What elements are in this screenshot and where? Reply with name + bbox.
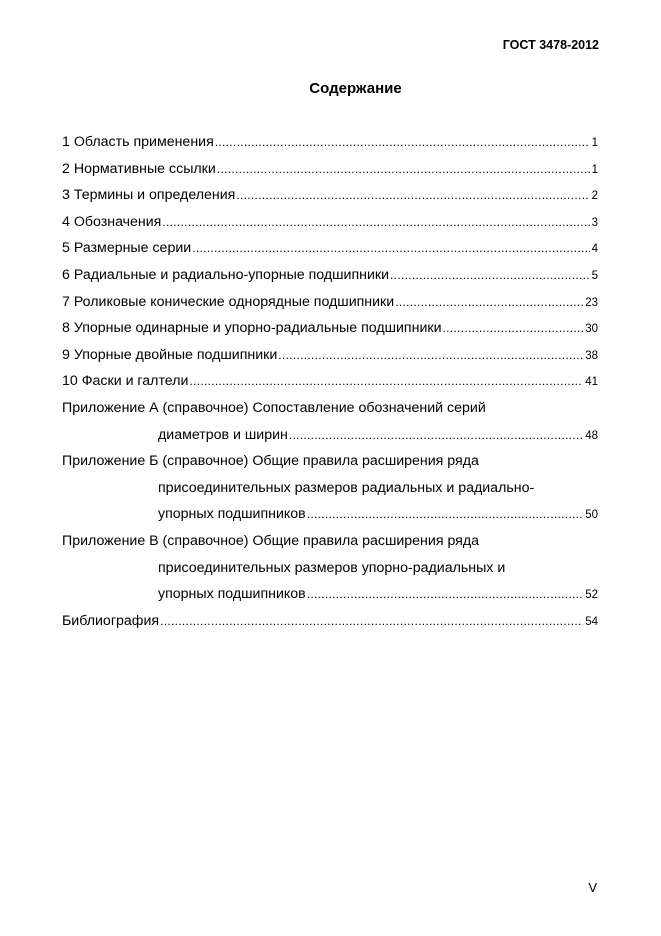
document-code: ГОСТ 3478-2012 <box>502 38 599 52</box>
toc-entry-text: Приложение Б (справочное) Общие правила расширения ряда <box>62 453 479 470</box>
toc-page-number: 4 <box>591 243 598 256</box>
toc-page-number: 1 <box>591 163 598 176</box>
toc-leader <box>307 507 583 521</box>
page-number: V <box>588 880 597 895</box>
toc-leader <box>390 268 590 282</box>
toc-leader <box>307 587 583 601</box>
toc-entry-tapered-roller-bearings[interactable] <box>62 294 598 321</box>
toc-leader <box>162 215 589 229</box>
toc-entry-normative-references[interactable] <box>62 161 598 188</box>
toc-entry-text: Приложение В (справочное) Общие правила расширения ряда <box>62 532 480 549</box>
toc-page-number: 52 <box>585 589 598 602</box>
toc-entry-annex-a[interactable] <box>62 400 598 427</box>
toc-entry-text: диаметров и ширин <box>158 426 288 443</box>
toc-entry-text: 4 Обозначения <box>62 213 162 230</box>
toc-entry-scope[interactable] <box>62 134 598 161</box>
table-of-contents <box>62 134 598 639</box>
toc-page-number: 50 <box>585 509 598 522</box>
toc-page-number: 5 <box>591 269 598 282</box>
toc-leader <box>217 162 590 176</box>
toc-page-number: 2 <box>591 190 598 203</box>
toc-entry-annex-v[interactable] <box>62 533 598 560</box>
toc-entry-text: присоединительных размеров радиальных и радиально- <box>158 479 535 496</box>
toc-entry-text: упорных подшипников <box>158 506 306 523</box>
toc-entry-chamfers[interactable] <box>62 373 598 400</box>
toc-entry-radial-bearings[interactable] <box>62 267 598 294</box>
toc-entry-annex-b[interactable] <box>62 453 598 480</box>
toc-leader <box>236 188 589 202</box>
toc-leader <box>289 428 583 442</box>
toc-leader <box>443 321 584 335</box>
toc-entry-text: 5 Размерные серии <box>62 240 192 257</box>
toc-entry-annex-v-cont[interactable] <box>62 560 598 587</box>
toc-entry-text: 10 Фаски и галтели <box>62 373 189 390</box>
toc-leader <box>395 295 583 309</box>
toc-entry-text: 1 Область применения <box>62 134 214 150</box>
toc-leader <box>189 374 583 388</box>
toc-page-number: 3 <box>591 216 598 229</box>
toc-page-number: 41 <box>585 376 598 389</box>
toc-entry-text: присоединительных размеров упорно-радиальных и <box>158 559 506 576</box>
toc-entry-text: 9 Упорные двойные подшипники <box>62 346 278 363</box>
toc-leader <box>160 614 583 628</box>
toc-entry-annex-b-cont[interactable] <box>62 480 598 507</box>
toc-entry-text: Библиография <box>62 612 160 629</box>
toc-page-number: 30 <box>585 323 598 336</box>
toc-entry-double-thrust-bearings[interactable] <box>62 347 598 374</box>
toc-entry-annex-a-cont[interactable] <box>62 427 598 454</box>
toc-entry-text: 6 Радиальные и радиально-упорные подшипники <box>62 266 390 283</box>
toc-entry-annex-b-cont[interactable] <box>62 506 598 533</box>
toc-entry-bibliography[interactable] <box>62 613 598 640</box>
toc-entry-text: 8 Упорные одинарные и упорно-радиальные подшипники <box>62 320 442 337</box>
toc-entry-dimension-series[interactable] <box>62 240 598 267</box>
toc-page-number: 48 <box>585 429 598 442</box>
toc-entry-text: упорных подшипников <box>158 586 306 603</box>
toc-entry-text: 3 Термины и определения <box>62 187 236 204</box>
toc-entry-text: 2 Нормативные ссылки <box>62 160 216 177</box>
toc-entry-designations[interactable] <box>62 214 598 241</box>
toc-entry-text: 7 Роликовые конические однорядные подшипники <box>62 293 395 310</box>
toc-entry-single-thrust-bearings[interactable] <box>62 320 598 347</box>
toc-page-number: 54 <box>585 615 598 628</box>
toc-entry-annex-v-cont[interactable] <box>62 586 598 613</box>
toc-leader <box>278 348 583 362</box>
toc-page-number: 23 <box>585 296 598 309</box>
toc-page-number: 1 <box>591 137 598 149</box>
toc-leader <box>192 241 589 255</box>
toc-entry-terms[interactable] <box>62 187 598 214</box>
toc-leader <box>215 135 590 149</box>
toc-page-number: 38 <box>585 349 598 362</box>
page-title: Содержание <box>309 80 402 97</box>
toc-entry-text: Приложение А (справочное) Сопоставление обозначений серий <box>62 399 486 416</box>
